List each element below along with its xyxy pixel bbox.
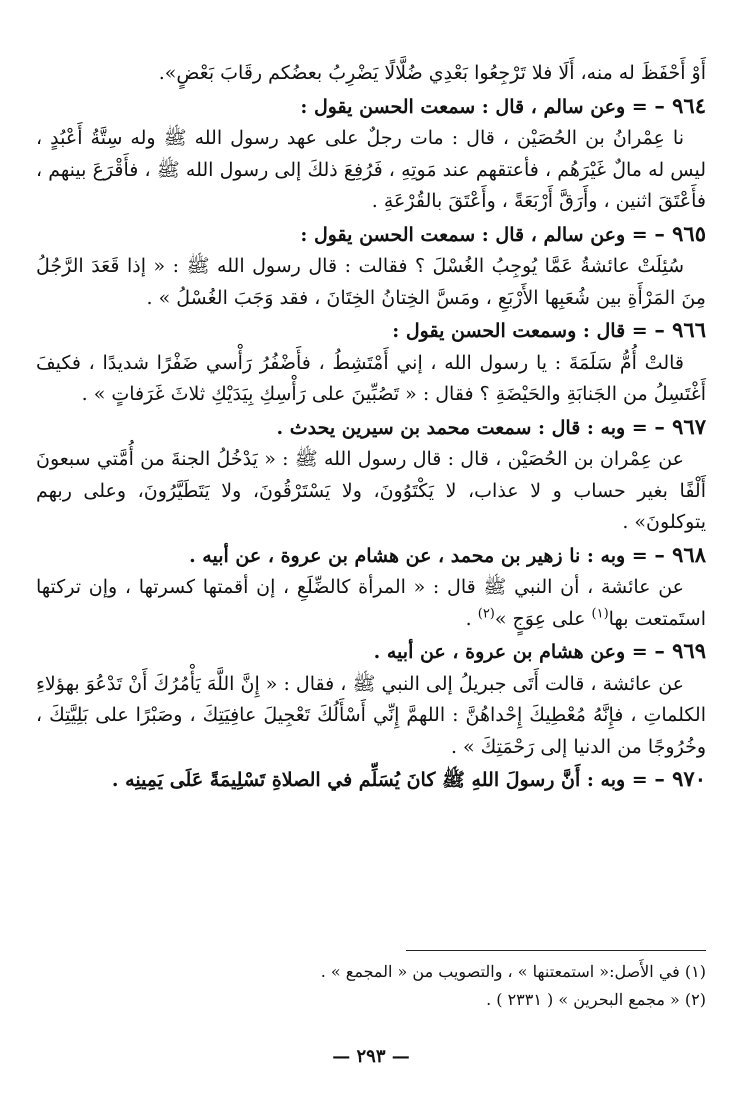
hadith-965-text: سُئِلَتْ عائشةُ عَمَّا يُوجِبُ الغُسْلَ ؟ فقالت : قال رسول الله ﷺ : « إذا قَعَدَ الرَّجُلُ مِنَ المَرْأَةِ بين شُعَبِها الأَرْبَعِ ، ومَسَّ الخِتانُ الخِتَانَ ، فقد وَجَبَ الغُسْلُ » . — [36, 255, 706, 309]
footnote-marker: (١) — [684, 962, 706, 981]
footnote-divider — [406, 950, 706, 951]
isnad-text: = وعن سالم ، قال : سمعت الحسن يقول : — [300, 95, 648, 118]
isnad-text: = وبه : قال : سمعت محمد بن سيرين يحدث . — [276, 416, 648, 439]
isnad-text: = وعن سالم ، قال : سمعت الحسن يقول : — [300, 223, 648, 246]
hadith-969-text: عن عائشة ، قالت أَتَى جبريلُ إلى النبي ﷺ ، فقال : « إِنَّ اللَّهَ يَأْمُرُكَ أَنْ تَدْعُوَ بهؤلاءِ الكلماتِ ، فإِنَّهُ مُعْطِيكَ إِحْداهُنَّ : اللهمَّ إِنِّي أَسْأَلُكَ تَعْجِيلَ عافِيَتِكَ ، وصَبْرًا على بَلِيَّتِكَ ، وخُرُوجًا من الدنيا إلى رَحْمَتِكَ » . — [36, 672, 706, 758]
hadith-966-header — [36, 314, 706, 348]
hadith-number: ٩٦٤ – — [654, 92, 706, 118]
hadith-969-header — [36, 635, 706, 669]
isnad-text: = وعن هشام بن عروة ، عن أبيه . — [373, 641, 648, 663]
footnote-text: « مجمع البحرين » ( ٢٣٣١ ) . — [486, 990, 680, 1009]
footnotes — [36, 958, 706, 1014]
footnote-1 — [36, 958, 706, 986]
matn-text: عن عائشة ، أن النبي ﷺ قال : « المرأة كالضِّلَعِ ، إن أقمتها كسرتها ، وإن تركتها استَمتعت بها — [36, 576, 706, 630]
hadith-970-header — [36, 763, 706, 797]
footnote-marker: (٢) — [684, 990, 706, 1009]
matn-text: . — [465, 607, 478, 630]
isnad-text: = وبه : نا زهير بن محمد ، عن هشام بن عروة ، عن أبيه . — [189, 544, 648, 567]
hadith-967-header — [36, 411, 706, 445]
hadith-966-text: قالتْ أُمُّ سَلَمَةَ : يا رسول الله ، إني أَمْتَشِطُ ، فأَضْفُرُ رَأْسي ضَفْرًا شديدًا ، فكيفَ أَغْتَسِلُ من الجَنابَةِ والحَيْضَةِ ؟ فقال : « تَصُبِّينَ على رَأْسِكِ بِيَدَيْكِ ثلاثَ غَرَفاتٍ » . — [36, 351, 706, 405]
hadith-number: ٩٧٠ – — [654, 766, 706, 791]
page-body — [36, 58, 706, 797]
continuation-text: أَوْ أَحْفَظَ له منه، أَلَا فلا تَرْجِعُوا بَعْدِي ضُلَّالًا يَضْرِبُ بعضُكم رقَابَ بَعْضٍ». — [158, 62, 706, 84]
hadith-number: ٩٦٧ – — [654, 413, 706, 439]
hadith-965-header — [36, 218, 706, 252]
footnote-ref-2[interactable]: (٢) — [477, 606, 495, 622]
hadith-964-header — [36, 90, 706, 124]
page-number: — ٢٩٣ — — [332, 1046, 410, 1067]
hadith-number: ٩٦٦ – — [654, 317, 706, 342]
footnote-ref-1[interactable]: (١) — [591, 606, 609, 622]
isnad-text: = قال : وسمعت الحسن يقول : — [392, 320, 648, 342]
hadith-968-header — [36, 539, 706, 573]
footnote-text: في الأَصل:« استمعتنها » ، والتصويب من « المجمع » . — [320, 962, 680, 981]
matn-text: على عِوَجٍ » — [494, 607, 592, 630]
hadith-967-text: عن عِمْران بن الحُصَيْن ، قال : قال رسول الله ﷺ : « يَدْخُلُ الجنةَ من أُمَّتي سبعونَ أَلْفًا بغير حساب و لا عذاب، لا يَكْتَوُونَ، ولا يَسْتَرْقُونَ، ولا يَتَطَيَّرُونَ، وعلى ربهم يتوكلونَ» . — [36, 448, 706, 533]
isnad-text: = وبه : أَنَّ رسولَ اللهِ ﷺ كانَ يُسَلِّم في الصلاةِ تَسْلِيمَةً عَلَى يَمِينِه . — [111, 769, 648, 791]
footnote-2 — [36, 986, 706, 1014]
hadith-number: ٩٦٥ – — [654, 220, 706, 246]
hadith-number: ٩٦٨ – — [654, 541, 706, 567]
hadith-number: ٩٦٩ – — [654, 638, 706, 663]
hadith-964-text: نا عِمْرانُ بن الحُصَيْن ، قال : مات رجلٌ على عهد رسول الله ﷺ وله سِتَّةُ أَعْبُدٍ ، ليس له مالٌ غَيْرَهُم ، فأعتقهم عند مَوتِهِ ، فَرُفِعَ ذلكَ إلى رسول الله ﷺ ، فأَقْرَعَ بينهم ، فأَعْتَقَ اثنين ، وأَرَقَّ أَرْبَعَةً ، وأَعْتَقَ بالقُرْعَةِ . — [36, 127, 706, 212]
hadith-968-text — [36, 572, 706, 635]
